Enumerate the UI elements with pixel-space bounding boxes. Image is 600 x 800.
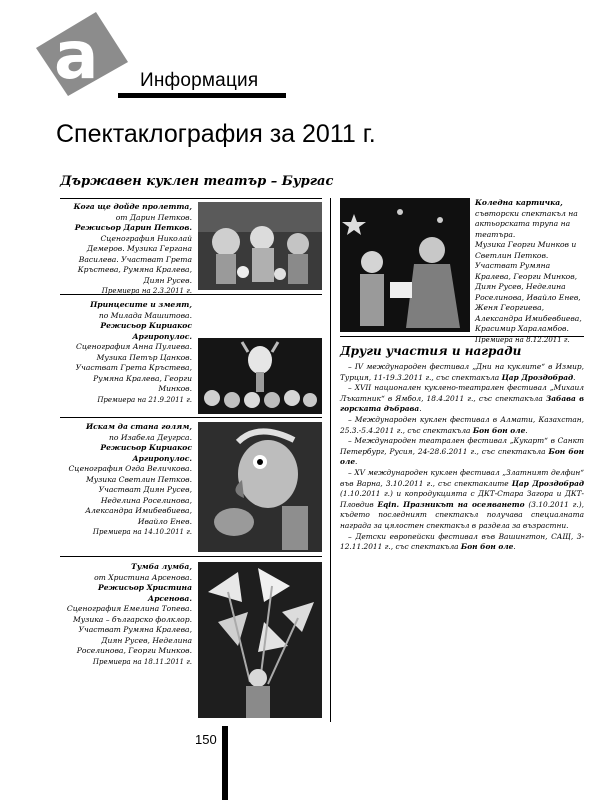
entry-divider [60, 417, 322, 418]
entry-divider [60, 556, 322, 557]
production-entry [62, 300, 192, 405]
production-credits: Сценография Огда Величкова. Музика Светлин Петков. Участват Диян Русев, Неделина Роселинова, Александра Имибевбиева, Ивайло Енев. [68, 464, 192, 526]
award-item: – IV международен фестивал „Дни на куклите“ в Измир, Турция, 11-19.3.2011 г., със спектакъла Цар Дроздобрад. [340, 362, 584, 382]
page-title: Спектаклография за 2011 г. [56, 120, 376, 148]
production-entry [62, 422, 192, 538]
production-credits: Сценография Емелина Топева. Музика – българско фолклор. Участват Румяна Кралева, Диян Русев, Неделина Роселинова, Георги Минков. [66, 604, 192, 655]
production-credits: Сценография Анна Пулиева. Музика Петър Цанков. Участват Грета Кръстева, Румяна Кралева, Георги Минков. [75, 342, 192, 393]
production-premiere: Премиера на 21.9.2011 г. [97, 395, 192, 404]
production-director: Режисьор Дарин Петков. [74, 223, 192, 232]
production-credits: Музика Георги Минков и Светлин Петков. Участват Румяна Кралева, Георги Минков, Диян Русев, Неделина Роселинова, Ивайло Енев, Женя Георгиева, Александра Имибевбиева, Красимир Хараламбов. [475, 240, 582, 333]
production-photo [198, 202, 322, 290]
header-rule [118, 93, 286, 98]
award-item: – Международен театрален фестивал „Кукарт“ в Санкт Петербург, Русия, 24-28.6.2011 г., със спектакъла Бон бон оле. [340, 436, 584, 467]
footer-bar [222, 726, 228, 800]
award-item: – Детски европейски фестивал във Вашингтон, САЩ, 3-12.11.2011 г., със спектакъла Бон бон оле. [340, 531, 584, 552]
production-title: Кога ще дойде пролетта, [73, 202, 192, 211]
award-item: – XV международен куклен фестивал „Златният делфин“ във Варна, 3.10.2011 г., със спектаклите Цар Дроздобрад (1.10.2011 г.) и копродукцията с ДКТ-Стара Загора и ДКТ-Пловдив Eqin. Празникът на осеяването (3.10.2011 г.), където последният спектакъл получава специалната награда за цялостен спектакъл в раздела за възрастни. [340, 467, 585, 530]
top-rule [60, 198, 322, 199]
production-intro: съвторски спектакъл на актьорската трупа на театъра. [475, 208, 578, 239]
production-director: Режисьор Христина Арсенова. [98, 583, 192, 603]
production-photo [198, 422, 322, 552]
production-photo [198, 562, 322, 718]
production-title: Коледна картичка, [475, 198, 563, 207]
production-photo [340, 198, 470, 332]
award-item: – Международен куклен фестивал в Алмати, Казахстан, 25.3.-5.4.2011 г., със спектакъла Бон бон оле. [340, 414, 584, 435]
theatre-name: Държавен куклен театър – Бургас [60, 174, 334, 189]
production-credits: Сценография Николай Демеров. Музика Гергана Василева. Участват Грета Кръстева, Румяна Кралева, Диян Русев. [77, 233, 192, 285]
award-item: – XVII национален куклено-театрален фестивал „Михаил Лъкатник“ в Ямбол, 18.4.2011 г., със спектакъла Забава в горската дъбрава. [340, 383, 584, 414]
production-premiere: Премиера на 8.12.2011 г. [475, 335, 570, 344]
section-title: Информация [140, 70, 259, 91]
production-title: Принцесите и змеят, [90, 300, 192, 309]
production-entry [62, 202, 192, 297]
production-entry [475, 198, 583, 345]
production-premiere: Премиера на 14.10.2011 г. [92, 528, 192, 536]
page-number: 150 [195, 732, 217, 747]
production-author: от Христина Арсенова. [94, 572, 192, 582]
production-entry [62, 562, 192, 667]
production-premiere: Премиера на 2.3.2011 г. [101, 287, 192, 295]
production-title: Тумба лумба, [131, 562, 192, 571]
production-director: Режисьор Кириакос Аргиропулос. [100, 443, 192, 463]
production-photo [198, 338, 322, 414]
awards-title: Други участия и награди [340, 344, 522, 358]
production-director: Режисьор Кириакос Аргиропулос. [100, 321, 192, 341]
production-author: по Милада Машитова. [98, 310, 192, 320]
column-divider [330, 198, 331, 722]
production-premiere: Премиера на 18.11.2011 г. [92, 657, 192, 666]
logo-letter: а [54, 17, 99, 94]
awards-list [340, 362, 584, 553]
production-title: Искам да стана голям, [85, 422, 192, 431]
magazine-logo [28, 8, 132, 98]
production-author: по Изабела Деугрса. [108, 432, 192, 442]
production-author: от Дарин Петков. [115, 212, 192, 222]
